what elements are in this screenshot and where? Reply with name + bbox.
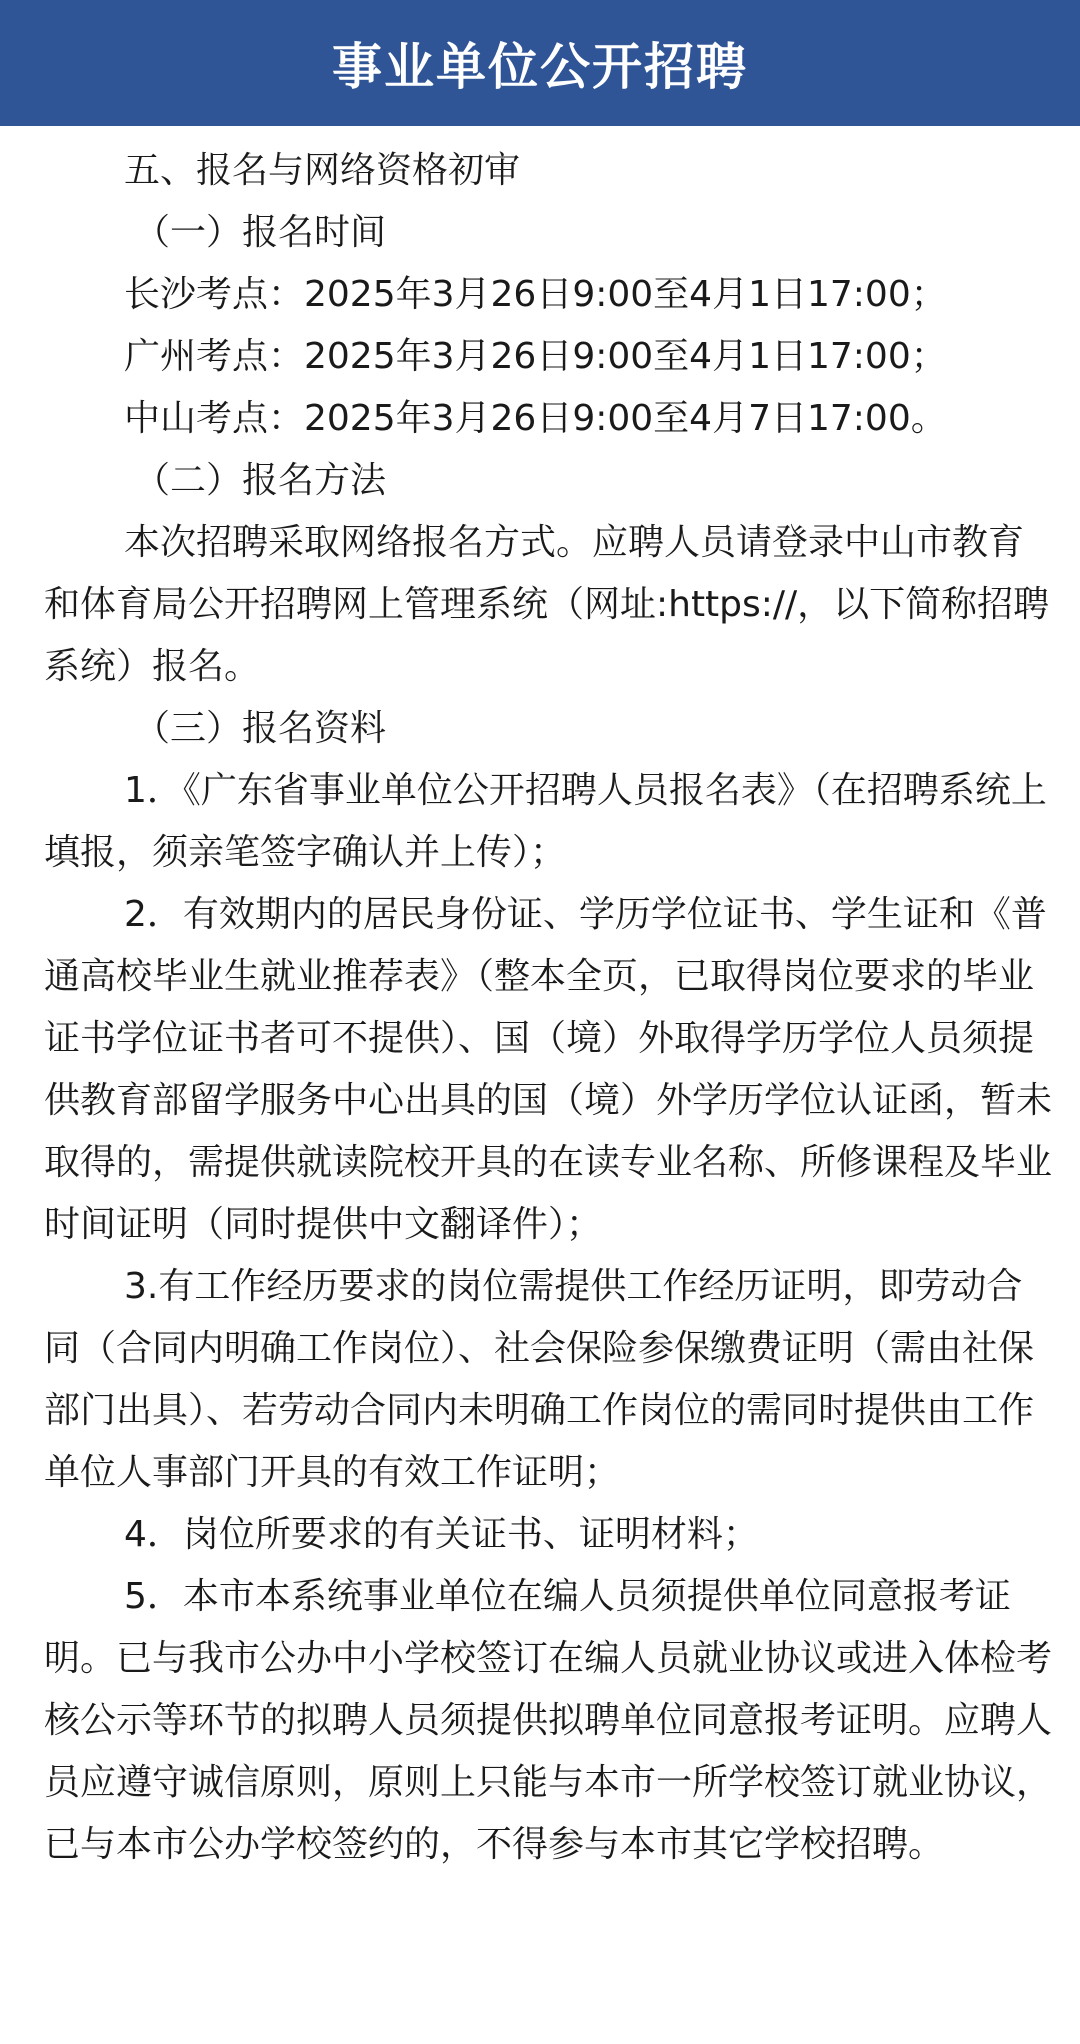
registration-method-text: 本次招聘采取网络报名方式。应聘人员请登录中山市教育和体育局公开招聘网上管理系统（网址:https://，以下简称招聘系统）报名。 <box>44 522 1050 687</box>
materials-item-2: 2．有效期内的居民身份证、学历学位证书、学生证和《普通高校毕业生就业推荐表》（整本全页，已取得岗位要求的毕业证书学位证书者可不提供）、国（境）外取得学历学位人员须提供教育部留学服务中心出具的国（境）外学历学位认证函，暂未取得的，需提供就读院校开具的在读专业名称、所修课程及毕业时间证明（同时提供中文翻译件）； <box>44 894 1053 1245</box>
time-changsha: 长沙考点：2025年3月26日9:00至4月1日17:00； <box>124 274 947 315</box>
materials-item-3: 3.有工作经历要求的岗位需提供工作经历证明，即劳动合同（合同内明确工作岗位）、社会保险参保缴费证明（需由社保部门出具）、若劳动合同内未明确工作岗位的需同时提供由工作单位人事部门开具的有效工作证明； <box>44 1266 1035 1493</box>
section-title: 五、报名与网络资格初审 <box>124 150 521 191</box>
subsection-title-registration-method: （二）报名方法 <box>134 460 387 501</box>
subsection-title-registration-time: （一）报名时间 <box>134 212 387 253</box>
time-zhongshan: 中山考点：2025年3月26日9:00至4月7日17:00。 <box>124 398 947 439</box>
materials-item-5: 5．本市本系统事业单位在编人员须提供单位同意报考证明。已与我市公办中小学校签订在编人员就业协议或进入体检考核公示等环节的拟聘人员须提供拟聘单位同意报考证明。应聘人员应遵守诚信原则，原则上只能与本市一所学校签订就业协议，已与本市公办学校签约的，不得参与本市其它学校招聘。 <box>44 1576 1053 1865</box>
subsection-title-registration-materials: （三）报名资料 <box>134 708 387 749</box>
time-guangzhou: 广州考点：2025年3月26日9:00至4月1日17:00； <box>124 336 947 377</box>
article-body <box>0 126 1080 1876</box>
page-header <box>0 0 1080 126</box>
page-title: 事业单位公开招聘 <box>332 38 748 96</box>
materials-item-4: 4．岗位所要求的有关证书、证明材料； <box>124 1514 759 1555</box>
materials-item-1: 1．《广东省事业单位公开招聘人员报名表》（在招聘系统上填报，须亲笔签字确认并上传）； <box>44 770 1047 873</box>
